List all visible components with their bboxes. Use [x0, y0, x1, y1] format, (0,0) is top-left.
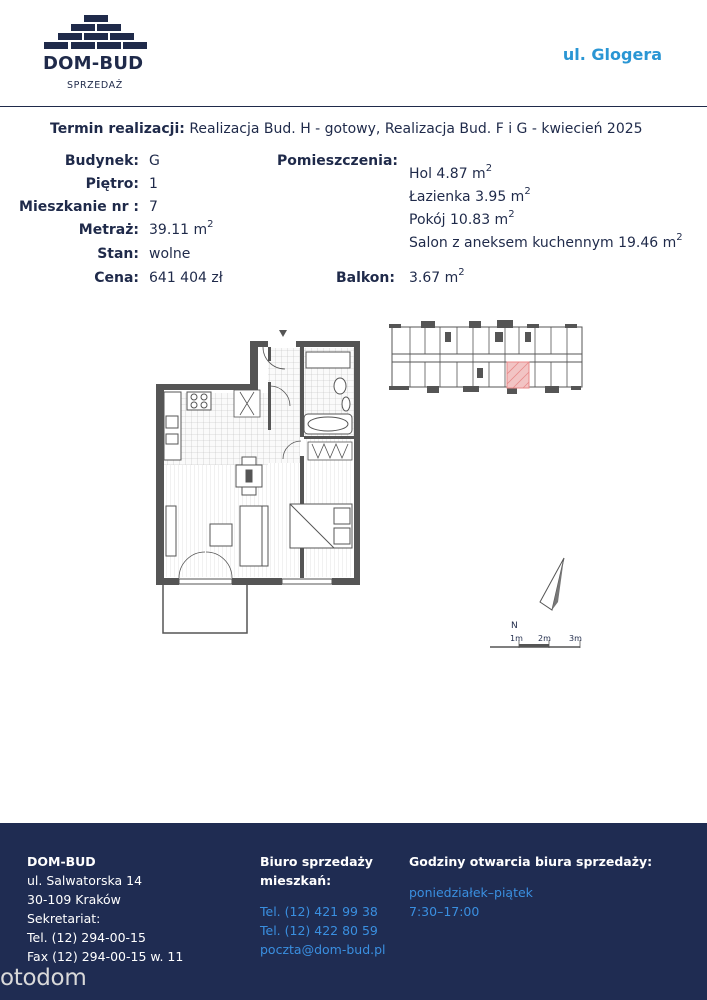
opening-hours — [409, 852, 652, 921]
sales-office-title: mieszkań: — [260, 873, 332, 888]
compass-scale — [488, 552, 588, 652]
status-value: wolne — [149, 246, 191, 262]
logo-bricks-icon — [44, 15, 148, 53]
logo-text: DOM-BUD — [43, 53, 144, 74]
room-item: Salon z aneksem kuchennym 19.46 $m^2$ — [409, 232, 683, 251]
north-label: N — [511, 621, 518, 631]
price-label: Cena: — [94, 270, 139, 286]
address-line: 30-109 Kraków — [27, 892, 121, 907]
company-info — [27, 852, 183, 966]
floor-plan — [150, 326, 360, 638]
price-value: 641 404 zł — [149, 270, 223, 286]
room-item: Łazienka 3.95 $m^2$ — [409, 186, 531, 205]
room-item: Pokój 10.83 $m^2$ — [409, 209, 515, 228]
completion-term-label: Termin realizacji: — [50, 121, 185, 137]
building-value: G — [149, 153, 160, 169]
scale-label: 1m — [510, 634, 523, 643]
sales-office-title: Biuro sprzedaży — [260, 854, 373, 869]
room-item: Hol 4.87 $m^2$ — [409, 163, 493, 182]
balcony-value: 3.67 $m^2$ — [409, 267, 465, 286]
street-name: ul. Glogera — [562, 45, 662, 64]
apartment-value: 7 — [149, 199, 158, 215]
building-label: Budynek: — [64, 153, 139, 169]
balcony-label: Balkon: — [335, 270, 395, 286]
building-key-plan — [385, 318, 585, 402]
logo-subtitle: SPRZEDAŻ — [67, 80, 123, 91]
area-value: 39.11 $m^2$ — [149, 219, 214, 238]
status-label: Stan: — [97, 246, 139, 262]
opening-hours-title: Godziny otwarcia biura sprzedaży: — [409, 854, 653, 869]
completion-term-value: Realizacja Bud. H - gotowy, Realizacja Bud. F i G - kwiecień 2025 — [189, 121, 643, 137]
sales-phone-link[interactable]: Tel. (12) 421 99 38 — [260, 904, 378, 919]
scale-label: 2m — [538, 634, 551, 643]
sales-email-link[interactable]: poczta@dom-bud.pl — [260, 942, 386, 957]
secretariat-label: Sekretariat: — [27, 911, 101, 926]
phone-number: Tel. (12) 294-00-15 — [27, 930, 146, 945]
opening-days: poniedziałek–piątek — [409, 885, 533, 900]
rooms-label: Pomieszczenia: — [277, 153, 398, 169]
completion-term — [50, 121, 643, 137]
fax-number: Fax (12) 294-00-15 w. 11 — [27, 949, 184, 964]
area-label: Metraż: — [78, 222, 139, 238]
scale-label: 3m — [569, 634, 582, 643]
page-footer — [0, 823, 707, 1000]
watermark-logo: otodom — [0, 965, 87, 991]
company-name: DOM-BUD — [27, 854, 96, 869]
floor-label: Piętro: — [85, 176, 139, 192]
opening-time: 7:30–17:00 — [409, 904, 480, 919]
sales-office-info — [260, 852, 386, 959]
floor-value: 1 — [149, 176, 158, 192]
sales-phone-link[interactable]: Tel. (12) 422 80 59 — [260, 923, 378, 938]
apartment-label: Mieszkanie nr : — [19, 199, 139, 215]
page-header — [0, 0, 707, 107]
address-line: ul. Salwatorska 14 — [27, 873, 143, 888]
